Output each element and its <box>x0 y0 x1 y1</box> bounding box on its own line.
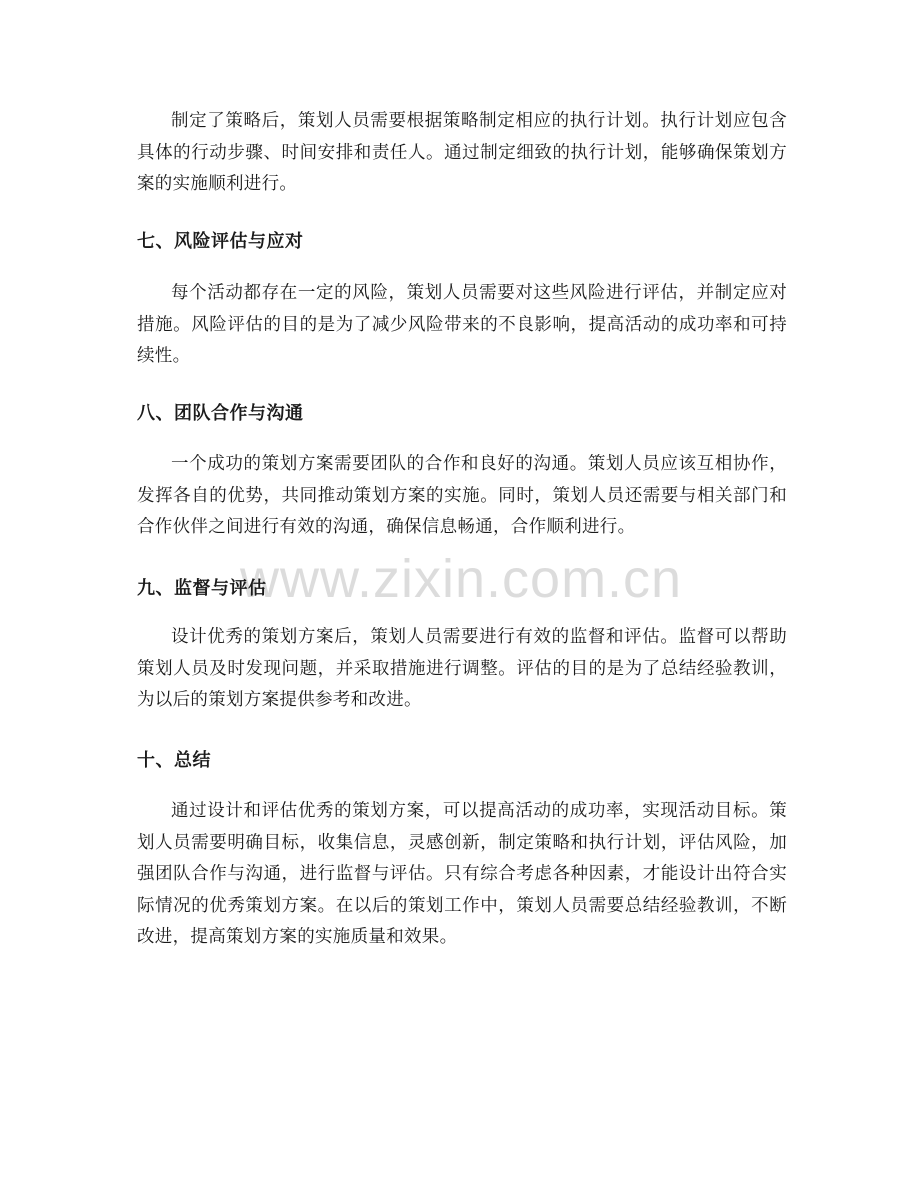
heading-summary: 十、总结 <box>137 750 211 771</box>
heading-teamwork: 八、团队合作与沟通 <box>137 403 304 424</box>
paragraph-risk-assessment: 每个活动都存在一定的风险，策划人员需要对这些风险进行评估，并制定应对措施。风险评估的目的是为了减少风险带来的不良影响，提高活动的成功率和可持续性。 <box>137 283 787 366</box>
paragraph-execution-plan: 制定了策略后，策划人员需要根据策略制定相应的执行计划。执行计划应包含具体的行动步骤、时间安排和责任人。通过制定细致的执行计划，能够确保策划方案的实施顺利进行。 <box>137 111 787 194</box>
paragraph-supervision: 设计优秀的策划方案后，策划人员需要进行有效的监督和评估。监督可以帮助策划人员及时发现问题，并采取措施进行调整。评估的目的是为了总结经验教训，为以后的策划方案提供参考和改进。 <box>137 627 787 710</box>
heading-supervision: 九、监督与评估 <box>137 578 267 599</box>
watermark: www.zixin.com.cn <box>240 549 683 609</box>
heading-risk-assessment: 七、风险评估与应对 <box>137 231 304 252</box>
paragraph-summary: 通过设计和评估优秀的策划方案，可以提高活动的成功率，实现活动目标。策划人员需要明确目标，收集信息，灵感创新，制定策略和执行计划，评估风险，加强团队合作与沟通，进行监督与评估。只有综合考虑各种因素，才能设计出符合实际情况的优秀策划方案。在以后的策划工作中，策划人员需要总结经验教训，不断改进，提高策划方案的实施质量和效果。 <box>137 801 787 947</box>
paragraph-teamwork: 一个成功的策划方案需要团队的合作和良好的沟通。策划人员应该互相协作，发挥各自的优势，共同推动策划方案的实施。同时，策划人员还需要与相关部门和合作伙伴之间进行有效的沟通，确保信息畅通，合作顺利进行。 <box>137 454 787 537</box>
